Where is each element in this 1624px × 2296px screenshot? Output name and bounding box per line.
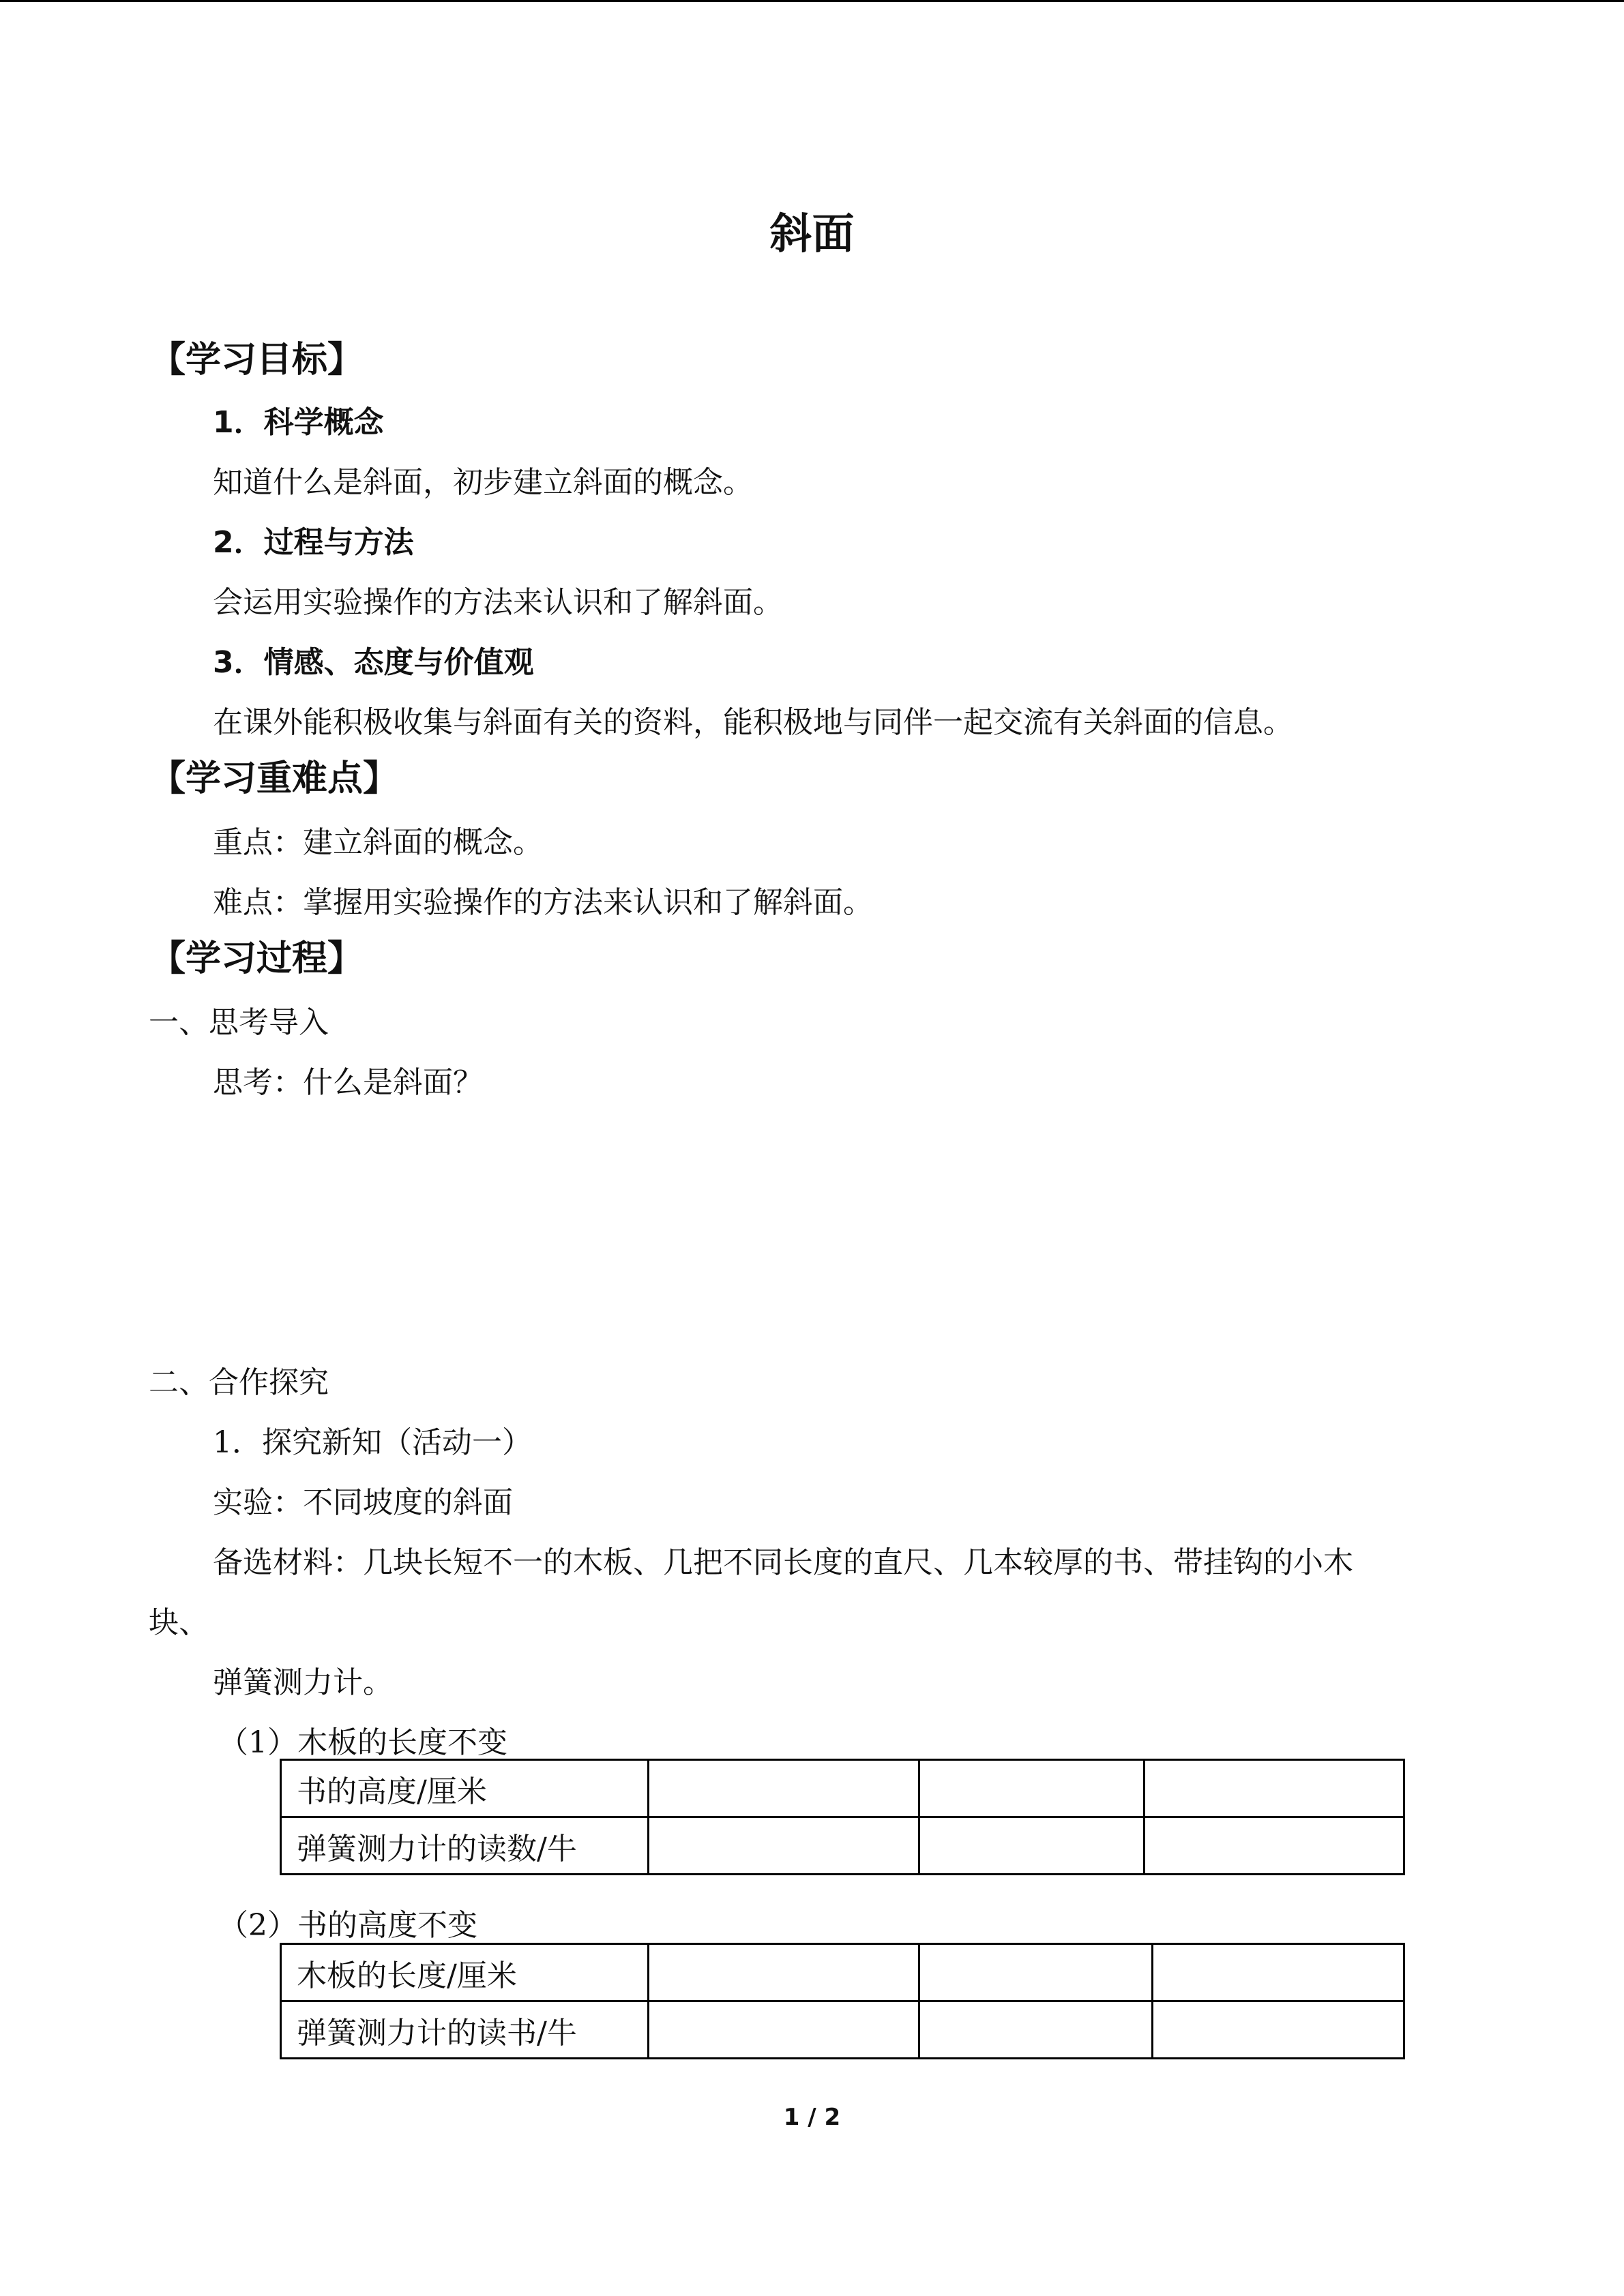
materials-line-1: 备选材料：几块长短不一的木板、几把不同长度的直尺、几本较厚的书、带挂钩的小木 [213, 1545, 1353, 1580]
goal-1-title: 1．科学概念 [213, 405, 384, 440]
experiment-title: 实验：不同坡度的斜面 [213, 1485, 513, 1520]
table-row [281, 2001, 1404, 2059]
goal-2-title: 2．过程与方法 [213, 525, 414, 560]
materials-line-3: 弹簧测力计。 [213, 1665, 393, 1700]
page-title: 斜面 [769, 209, 855, 258]
table-book-height-fixed [280, 1943, 1405, 2059]
sub-2-title: （2）书的高度不变 [218, 1908, 477, 1943]
table-row [281, 1760, 1404, 1817]
table-cell[interactable] [919, 1760, 1144, 1817]
table-cell-label: 弹簧测力计的读书/牛 [281, 2001, 649, 2059]
table-row [281, 1944, 1404, 2001]
table-cell[interactable] [919, 2001, 1152, 2059]
part-1-text: 思考：什么是斜面？ [213, 1065, 483, 1100]
table-cell[interactable] [1152, 1944, 1404, 2001]
key-point: 重点：建立斜面的概念。 [213, 825, 543, 860]
sub-1-title: （1）木板的长度不变 [218, 1725, 507, 1760]
materials-line-2: 块、 [149, 1605, 209, 1640]
table-cell[interactable] [1144, 1760, 1404, 1817]
table-cell[interactable] [649, 2001, 919, 2059]
goal-3-text: 在课外能积极收集与斜面有关的资料，能积极地与同伴一起交流有关斜面的信息。 [213, 705, 1293, 740]
table-cell[interactable] [1144, 1817, 1404, 1875]
table-cell-label: 弹簧测力计的读数/牛 [281, 1817, 649, 1875]
table-cell[interactable] [649, 1817, 919, 1875]
goals-heading: 【学习目标】 [150, 340, 364, 381]
table-cell[interactable] [649, 1760, 919, 1817]
table-board-length-fixed [280, 1759, 1405, 1875]
table-cell[interactable] [919, 1817, 1144, 1875]
table-cell-label: 书的高度/厘米 [281, 1760, 649, 1817]
process-heading: 【学习过程】 [150, 938, 364, 979]
table-cell[interactable] [649, 1944, 919, 2001]
table-cell[interactable] [1152, 2001, 1404, 2059]
part-1-title: 一、思考导入 [149, 1005, 329, 1040]
activity-1-title: 1．探究新知（活动一） [213, 1425, 532, 1460]
goal-1-text: 知道什么是斜面，初步建立斜面的概念。 [213, 465, 753, 500]
keypoints-heading: 【学习重难点】 [150, 758, 399, 799]
goal-3-title: 3．情感、态度与价值观 [213, 645, 534, 680]
table-cell-label: 木板的长度/厘米 [281, 1944, 649, 2001]
page-number: 1 / 2 [783, 2104, 841, 2131]
table-cell[interactable] [919, 1944, 1152, 2001]
goal-2-text: 会运用实验操作的方法来认识和了解斜面。 [213, 585, 783, 620]
difficult-point: 难点：掌握用实验操作的方法来认识和了解斜面。 [213, 885, 873, 920]
table-row [281, 1817, 1404, 1875]
part-2-title: 二、合作探究 [149, 1365, 329, 1400]
